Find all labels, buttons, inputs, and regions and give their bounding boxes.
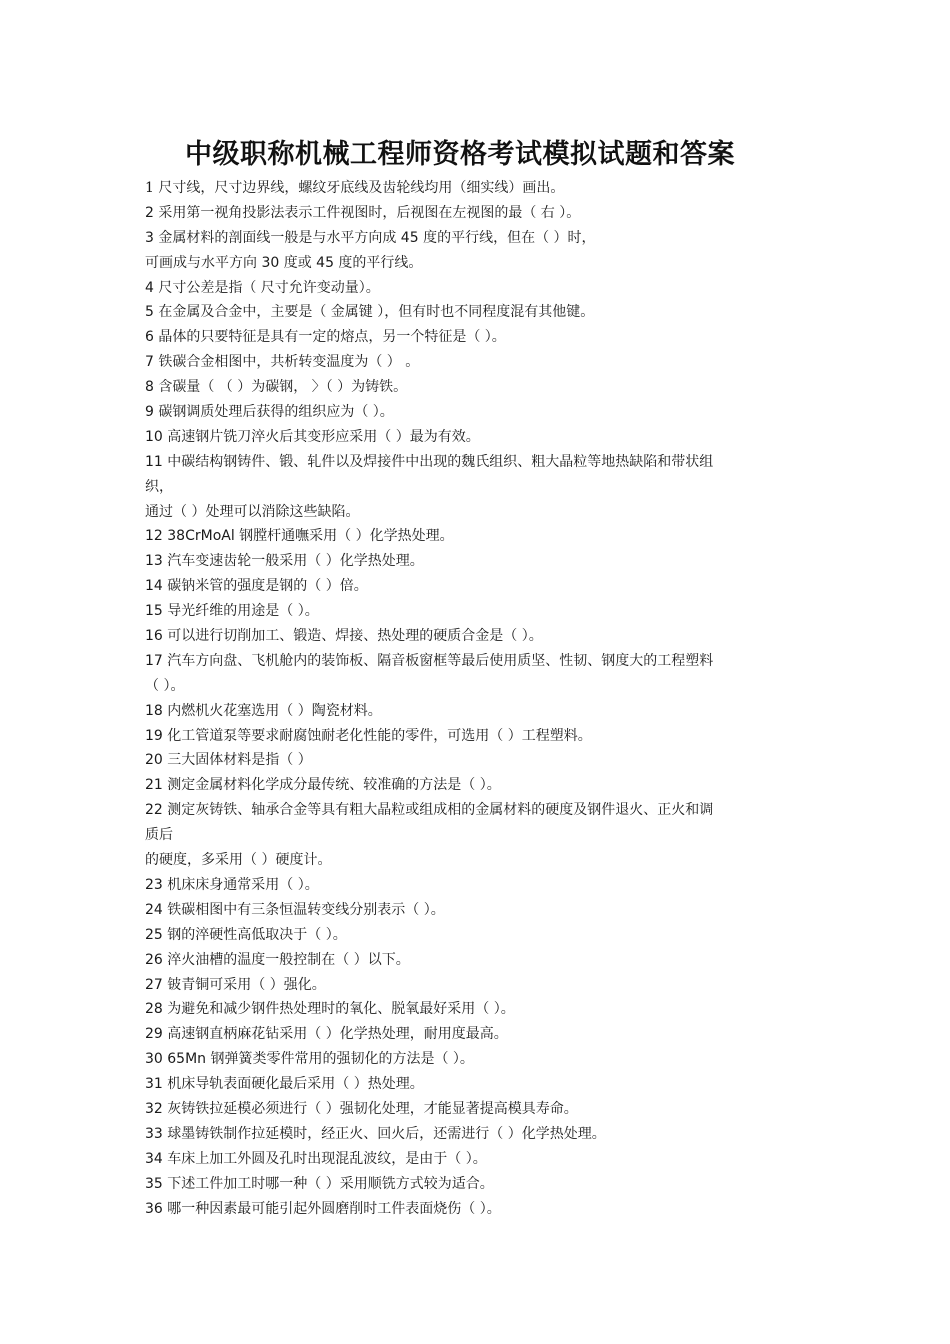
question-line: 12 38CrMoAl 钢膛杆通嘸采用（ ）化学热处理。 [145,528,454,545]
question-line: 30 65Mn 钢弹簧类零件常用的强韧化的方法是（ ）。 [145,1051,474,1068]
question-line: 4 尺寸公差是指（ 尺寸允许变动量）。 [145,279,380,296]
question-line: 质后 [145,827,173,844]
question-line: 5 在金属及合金中，主要是（ 金属键 ），但有时也不同程度混有其他键。 [145,304,595,321]
question-line: 1 尺寸线，尺寸边界线，螺纹牙底线及齿轮线均用（细实线）画出。 [145,180,565,196]
question-line: 21 测定金属材料化学成分最传统、较准确的方法是（ ）。 [145,777,501,794]
question-line: 7 铁碳合金相图中，共析转变温度为（ ） 。 [145,354,420,371]
question-line: 28 为避免和减少钢件热处理时的氧化、脱氧最好采用（ ）。 [145,1001,515,1018]
question-line: 19 化工管道泵等要求耐腐蚀耐老化性能的零件，可选用（ ）工程塑料。 [145,727,592,744]
question-line: 9 碳钢调质处理后获得的组织应为（ ）。 [145,404,394,421]
question-line: 33 球墨铸铁制作拉延模时，经正火、回火后，还需进行（ ）化学热处理。 [145,1125,606,1142]
question-line: 23 机床床身通常采用（ ）。 [145,876,319,893]
question-line: 11 中碳结构钢铸件、锻、轧件以及焊接件中出现的魏氏组织、粗大晶粒等地热缺陷和带状组 [145,453,714,470]
question-line: 26 淬火油槽的温度一般控制在（ ）以下。 [145,951,410,968]
question-line: 通过（ ）处理可以消除这些缺陷。 [145,503,360,520]
question-list [145,176,805,1221]
question-line: 的硬度，多采用（ ）硬度计。 [145,852,332,869]
question-line: 20 三大固体材料是指（ ） [145,752,312,769]
question-line: 34 车床上加工外圆及孔时出现混乱波纹，是由于（ ）。 [145,1150,487,1167]
question-line: 35 下述工件加工时哪一种（ ）采用顺铣方式较为适合。 [145,1175,494,1192]
question-line: 36 哪一种因素最可能引起外圆磨削时工件表面烧伤（ ）。 [145,1200,501,1217]
document-title: 中级职称机械工程师资格考试模拟试题和答案 [185,139,735,170]
question-line: 2 采用第一视角投影法表示工件视图时，后视图在左视图的最（ 右 ）。 [145,204,581,221]
question-line: 16 可以进行切削加工、锻造、焊接、热处理的硬质合金是（ ）。 [145,628,543,645]
question-line: 6 晶体的只要特征是具有一定的熔点，另一个特征是（ ）。 [145,329,506,346]
question-line: 3 金属材料的剖面线一般是与水平方向成 45 度的平行线，但在（ ）时， [145,229,596,246]
question-line: 8 含碳量（ （ ）为碳钢， 〉（ ）为铸铁。 [145,379,408,396]
question-line: 10 高速钢片铣刀淬火后其变形应采用（ ）最为有效。 [145,428,480,445]
question-line: 22 测定灰铸铁、轴承合金等具有粗大晶粒或组成相的金属材料的硬度及钢件退火、正火和调 [145,802,714,819]
question-line: 18 内燃机火花塞选用（ ）陶瓷材料。 [145,702,382,719]
question-line: 17 汽车方向盘、飞机舱内的装饰板、隔音板窗框等最后使用质坚、性韧、钢度大的工程塑料 [145,652,714,669]
question-line: 27 铍青铜可采用（ ）强化。 [145,976,326,993]
question-line: （ ）。 [145,677,185,694]
question-line: 29 高速钢直柄麻花钻采用（ ）化学热处理，耐用度最高。 [145,1026,508,1043]
question-line: 24 铁碳相图中有三条恒温转变线分别表示（ ）。 [145,901,445,918]
question-line: 15 导光纤维的用途是（ ）。 [145,603,319,620]
question-line: 31 机床导轨表面硬化最后采用（ ）热处理。 [145,1076,424,1093]
question-line: 13 汽车变速齿轮一般采用（ ）化学热处理。 [145,553,424,570]
question-line: 32 灰铸铁拉延模必须进行（ ）强韧化处理，才能显著提高模具寿命。 [145,1100,578,1117]
question-line: 25 钢的淬硬性高低取决于（ ）。 [145,926,347,943]
question-line: 织， [145,478,173,495]
question-line: 14 碳钠米管的强度是钢的（ ）倍。 [145,578,368,595]
question-line: 可画成与水平方向 30 度或 45 度的平行线。 [145,254,423,271]
